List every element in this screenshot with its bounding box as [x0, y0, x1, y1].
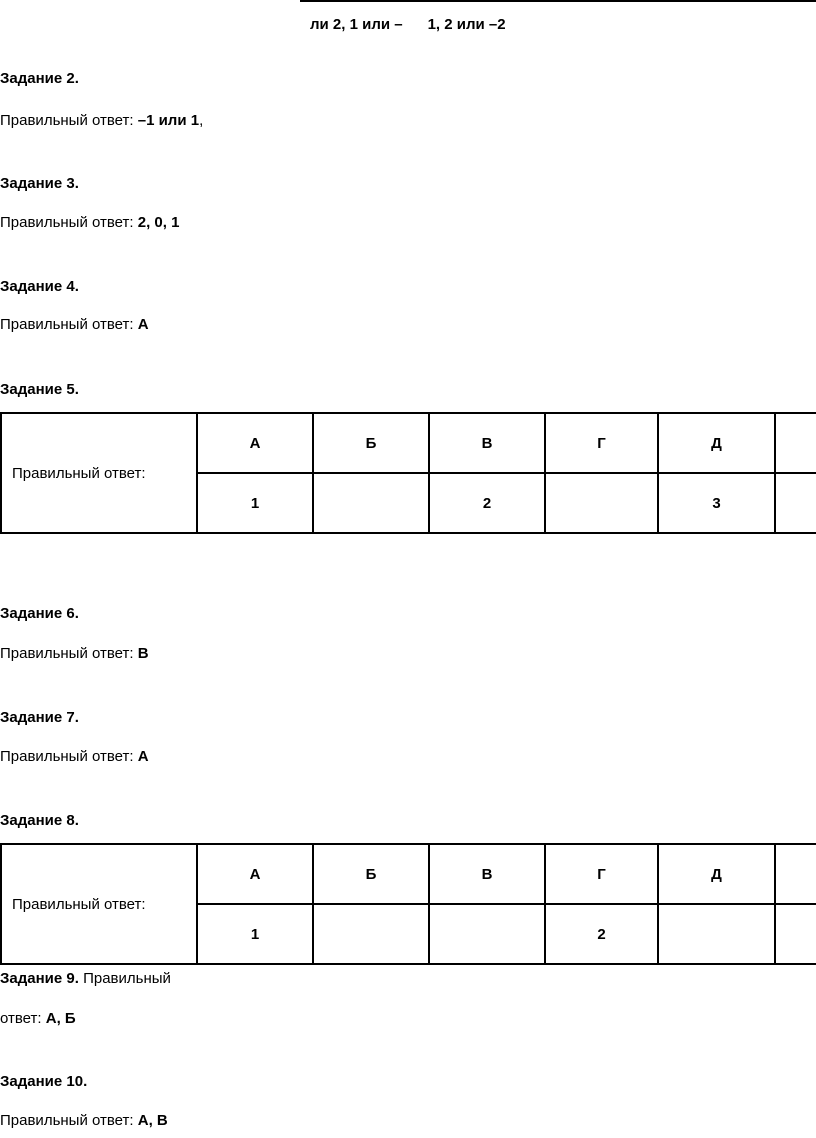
task-5-title: Задание 5.: [0, 381, 79, 398]
task-3-answer: [0, 214, 179, 231]
task-3-title: Задание 3.: [0, 175, 79, 192]
table-header-cell: Г: [545, 844, 658, 904]
table-header-cell: В: [429, 844, 545, 904]
answer-suffix: ,: [199, 112, 204, 129]
task-10-title: Задание 10.: [0, 1073, 88, 1090]
table-header-cell: Б: [313, 413, 429, 473]
answer-label: Правильный ответ:: [0, 214, 134, 231]
answer-label: Правильный ответ:: [0, 112, 134, 129]
answer-value: А, Б: [45, 1010, 76, 1027]
task-8-title: Задание 8.: [0, 812, 79, 829]
answer-label-part1: Правильный: [83, 970, 171, 987]
top-border-line: [300, 0, 816, 2]
table-header-cell: А: [197, 844, 313, 904]
table-value-cell: 1: [197, 473, 313, 533]
table-header-cell: В: [429, 413, 545, 473]
table-header-cell: [775, 844, 816, 904]
answer-value: А, В: [137, 1112, 168, 1129]
table-value-cell: [775, 473, 816, 533]
table-header-cell: А: [197, 413, 313, 473]
answer-label: Правильный ответ:: [0, 1112, 134, 1129]
task-2-answer: [0, 112, 203, 129]
answer-label: Правильный ответ:: [0, 316, 134, 333]
table-value-cell: 2: [545, 904, 658, 964]
answer-label: Правильный ответ:: [0, 645, 134, 662]
table-row: [1, 844, 816, 904]
task-7-title: Задание 7.: [0, 709, 79, 726]
task-7-answer: [0, 748, 149, 765]
answer-value: –1 или 1: [137, 112, 200, 129]
table-label-cell: Правильный ответ:: [1, 413, 197, 533]
answer-value: А: [137, 748, 149, 765]
task-9-heading: [0, 970, 171, 987]
table-header-cell: Г: [545, 413, 658, 473]
table-value-cell: 1: [197, 904, 313, 964]
table-header-cell: Д: [658, 413, 775, 473]
previous-answer-fragment: ли 2, 1 или – 1, 2 или –2: [310, 16, 506, 33]
table-value-cell: [775, 904, 816, 964]
task-9-answer: [0, 1010, 76, 1027]
table-header-cell: Д: [658, 844, 775, 904]
task-4-title: Задание 4.: [0, 278, 79, 295]
table-label-cell: Правильный ответ:: [1, 844, 197, 964]
answer-label-part2: ответ:: [0, 1010, 42, 1027]
table-value-cell: [658, 904, 775, 964]
task-10-answer: [0, 1112, 168, 1129]
answer-value: В: [137, 645, 149, 662]
answer-label: Правильный ответ:: [0, 748, 134, 765]
table-header-cell: Б: [313, 844, 429, 904]
table-value-cell: 2: [429, 473, 545, 533]
table-row: [1, 413, 816, 473]
answer-value: А: [137, 316, 149, 333]
table-value-cell: [545, 473, 658, 533]
task-6-answer: [0, 645, 149, 662]
table-value-cell: 3: [658, 473, 775, 533]
table-value-cell: [313, 473, 429, 533]
task-5-answer-table: [0, 412, 816, 534]
task-8-answer-table: [0, 843, 816, 965]
task-2-title: Задание 2.: [0, 70, 79, 87]
answer-value: 2, 0, 1: [137, 214, 180, 231]
table-value-cell: [429, 904, 545, 964]
task-9-title: Задание 9.: [0, 970, 79, 987]
task-4-answer: [0, 316, 149, 333]
table-header-cell: [775, 413, 816, 473]
table-value-cell: [313, 904, 429, 964]
task-6-title: Задание 6.: [0, 605, 79, 622]
